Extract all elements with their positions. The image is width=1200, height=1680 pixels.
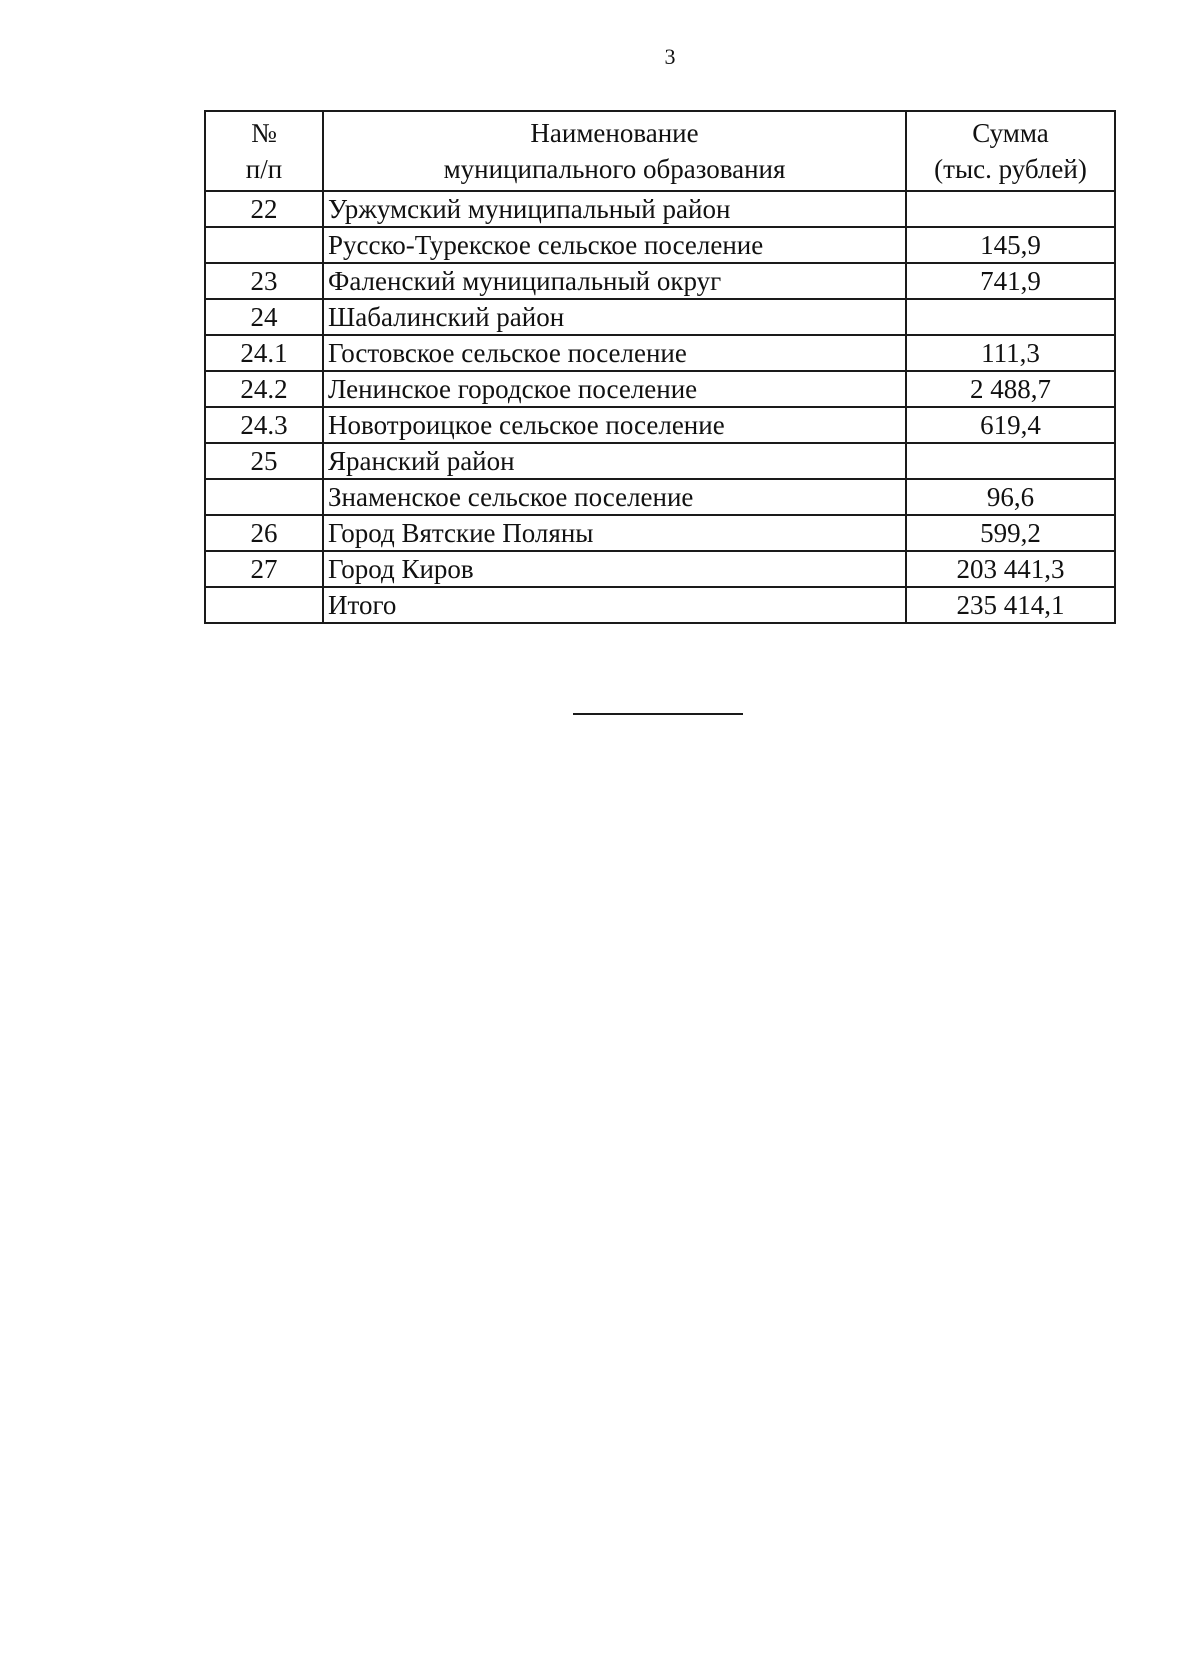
row-name: Ленинское городское поселение <box>323 371 906 407</box>
row-number: 26 <box>205 515 323 551</box>
row-sum <box>906 299 1115 335</box>
row-name: Знаменское сельское поселение <box>323 479 906 515</box>
header-sum-line2: (тыс. рублей) <box>934 154 1087 184</box>
row-name: Итого <box>323 587 906 623</box>
row-name: Шабалинский район <box>323 299 906 335</box>
header-sum-line1: Сумма <box>972 118 1049 148</box>
header-number <box>205 111 323 191</box>
row-number: 22 <box>205 191 323 227</box>
table-row <box>205 227 1115 263</box>
row-name: Русско-Турекское сельское поселение <box>323 227 906 263</box>
row-name: Город Вятские Поляны <box>323 515 906 551</box>
page-number: 3 <box>664 44 676 69</box>
allocation-table <box>204 110 1116 624</box>
row-number: 27 <box>205 551 323 587</box>
table-row <box>205 407 1115 443</box>
header-name-line1: Наименование <box>530 118 699 148</box>
table-row <box>205 371 1115 407</box>
table-row <box>205 191 1115 227</box>
row-name: Новотроицкое сельское поселение <box>323 407 906 443</box>
row-name: Фаленский муниципальный округ <box>323 263 906 299</box>
row-name: Город Киров <box>323 551 906 587</box>
row-sum: 235 414,1 <box>906 587 1115 623</box>
row-sum: 111,3 <box>906 335 1115 371</box>
table-row <box>205 443 1115 479</box>
row-number: 23 <box>205 263 323 299</box>
end-divider-line <box>573 713 743 715</box>
header-number-line2: п/п <box>245 154 283 184</box>
row-sum: 145,9 <box>906 227 1115 263</box>
row-sum: 203 441,3 <box>906 551 1115 587</box>
row-sum: 599,2 <box>906 515 1115 551</box>
header-sum <box>906 111 1115 191</box>
table-row <box>205 551 1115 587</box>
row-number <box>205 587 323 623</box>
table-row <box>205 263 1115 299</box>
row-name: Яранский район <box>323 443 906 479</box>
table-header-row <box>205 111 1115 191</box>
row-sum: 619,4 <box>906 407 1115 443</box>
row-sum: 2 488,7 <box>906 371 1115 407</box>
row-number: 24.3 <box>205 407 323 443</box>
header-number-line1: № <box>251 118 277 148</box>
row-name: Гостовское сельское поселение <box>323 335 906 371</box>
table-row <box>205 335 1115 371</box>
header-name <box>323 111 906 191</box>
row-sum: 96,6 <box>906 479 1115 515</box>
row-sum: 741,9 <box>906 263 1115 299</box>
row-number: 25 <box>205 443 323 479</box>
row-name: Уржумский муниципальный район <box>323 191 906 227</box>
table-total-row <box>205 587 1115 623</box>
row-number <box>205 479 323 515</box>
table-row <box>205 479 1115 515</box>
row-number <box>205 227 323 263</box>
table-row <box>205 515 1115 551</box>
row-sum <box>906 191 1115 227</box>
header-name-line2: муниципального образования <box>443 154 786 184</box>
row-number: 24.2 <box>205 371 323 407</box>
row-number: 24 <box>205 299 323 335</box>
row-sum <box>906 443 1115 479</box>
table-row <box>205 299 1115 335</box>
row-number: 24.1 <box>205 335 323 371</box>
